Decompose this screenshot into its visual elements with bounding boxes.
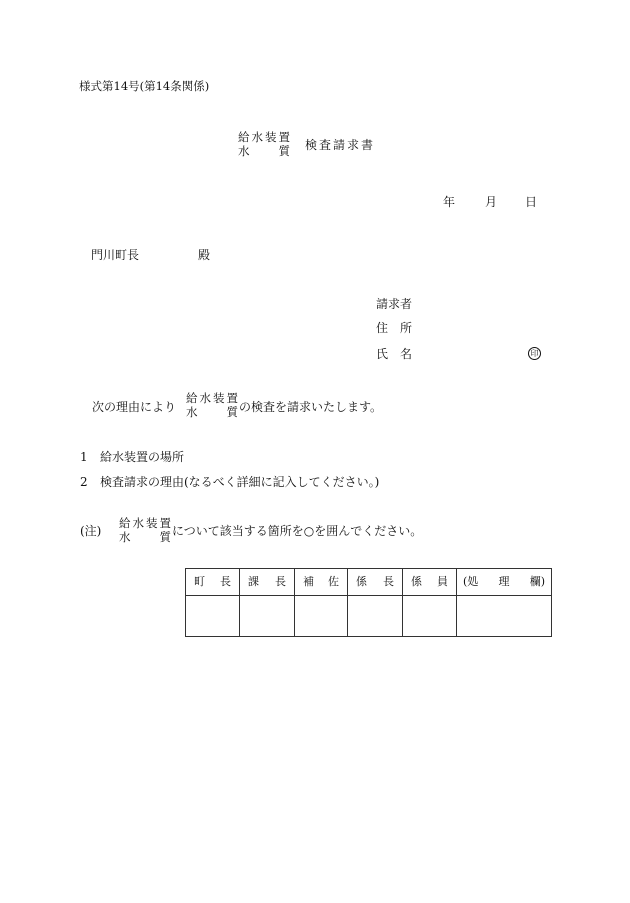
request-alternatives [186,393,238,418]
stamp-cell[interactable] [295,596,348,637]
approval-header-cell [403,569,457,596]
approval-header-cell [240,569,295,596]
header-char: 長 [383,575,394,588]
request-suffix: の検査を請求いたします。 [239,400,383,414]
address-label [376,322,412,334]
stamp-cell[interactable] [403,596,457,637]
title-alternatives [238,132,290,157]
note-alt-char: 水 [119,529,131,544]
approval-header-cell [186,569,240,596]
note-alternatives [119,518,171,543]
request-alt-char: 装 [213,391,225,405]
request-alt-char: 給 [186,391,198,405]
date-month-label: 月 [485,195,498,209]
approval-header-cell [295,569,348,596]
seal-mark: 印 [528,347,541,360]
approval-table [185,568,552,637]
requester-label: 請求者 [376,297,413,311]
address-label-char: 住 [376,321,389,335]
title-alt-char: 水 [238,143,250,158]
note-text: について該当する箇所を○を囲んでください。 [172,524,423,538]
form-number: 様式第14号(第14条関係) [79,79,210,93]
header-char: 長 [275,575,286,588]
header-char: 係 [411,575,422,588]
name-label [376,348,412,360]
name-label-char: 氏 [376,347,389,361]
header-char: 佐 [328,575,339,588]
stamp-cell[interactable] [240,596,295,637]
request-prefix: 次の理由により [92,400,177,414]
header-char: 補 [303,575,314,588]
item-text: 検査請求の理由(なるべく詳細に記入してください。) [100,475,380,489]
item-number: 2 [80,475,88,489]
stamp-cell[interactable] [348,596,403,637]
note-alt-char: 置 [159,516,171,530]
stamp-cell[interactable] [186,596,240,637]
date-year-label: 年 [443,195,456,209]
name-label-char: 名 [399,347,412,361]
note-alt-char: 質 [159,529,171,544]
header-char: 長 [220,575,231,588]
request-alt-char: 質 [226,404,238,419]
header-char: 員 [437,575,448,588]
title-alt-char: 置 [278,130,290,144]
item-number: 1 [80,450,88,464]
date-day-label: 日 [525,195,538,209]
header-char: 理 [498,575,510,588]
title-suffix: 検査請求書 [305,138,376,152]
approval-header-cell [457,569,552,596]
request-alt-char: 水 [199,391,211,405]
approval-header-cell [348,569,403,596]
header-char: 欄) [529,575,545,588]
title-alt-char: 質 [278,143,290,158]
address-label-char: 所 [399,321,412,335]
title-alt-char: 水 [251,130,263,144]
title-alt-char: 給 [238,130,250,144]
item-text: 給水装置の場所 [100,450,185,464]
stamp-cell[interactable] [457,596,552,637]
note-alt-char: 装 [146,516,158,530]
header-char: 課 [248,575,259,588]
approval-stamp-row [186,596,552,637]
title-alt-char: 装 [265,130,277,144]
addressee-honorific: 殿 [198,248,211,262]
note-alt-char: 水 [132,516,144,530]
request-alt-char: 置 [226,391,238,405]
header-char: (処 [463,575,479,588]
header-char: 係 [356,575,367,588]
request-alt-char: 水 [186,404,198,419]
header-char: 町 [194,575,205,588]
addressee-name: 門川町長 [91,248,140,262]
note-label: (注) [80,524,102,538]
approval-header-row [186,569,552,596]
note-alt-char: 給 [119,516,131,530]
